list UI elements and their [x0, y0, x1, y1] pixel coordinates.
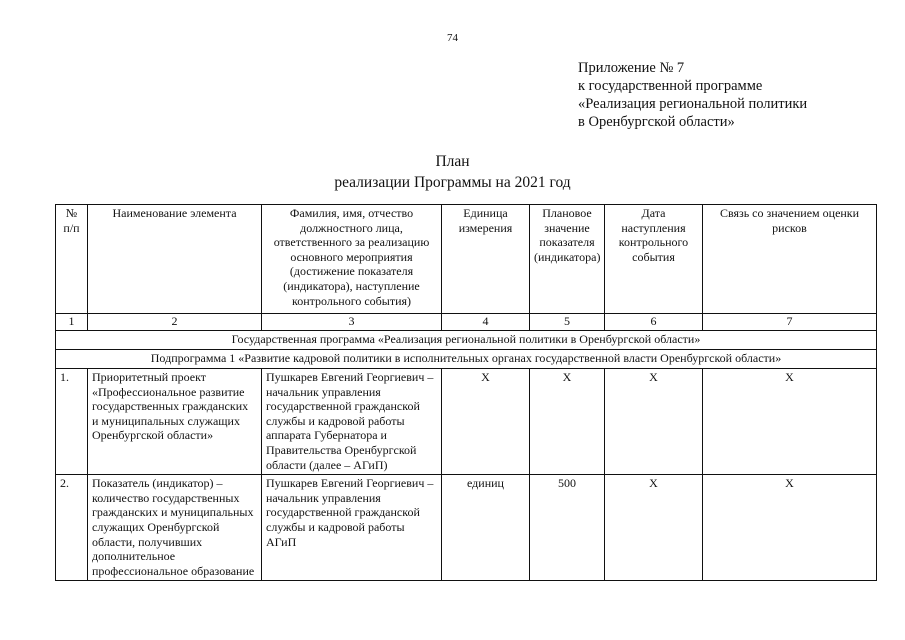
row-plan-value: 500: [530, 475, 605, 581]
plan-title-line: План: [435, 153, 470, 170]
appendix-line: Приложение № 7: [578, 60, 685, 76]
header-cell-num: № п/п: [56, 205, 88, 314]
plan-title: [0, 151, 905, 193]
section-row-subprogram: [56, 350, 877, 369]
page-number: 74: [447, 32, 458, 44]
table-row: [56, 475, 877, 581]
header-cell-responsible: Фамилия, имя, отчество должностного лица, ответственного за реализацию основного мероприятия (достижение показателя (индикатора), наступление контрольного события): [262, 205, 442, 314]
column-number: 4: [442, 314, 530, 331]
header-cell-risk: Связь со значением оценки рисков: [703, 205, 877, 314]
row-name: Показатель (индикатор) – количество государственных гражданских и муниципальных служащих Оренбургской области, получивших дополнительное профессиональное образование: [88, 475, 262, 581]
section-program-label: Государственная программа «Реализация региональной политики в Оренбургской области»: [56, 331, 877, 350]
row-unit: единиц: [442, 475, 530, 581]
table-row: [56, 369, 877, 475]
appendix-block: [578, 59, 807, 131]
section-subprogram-label: Подпрограмма 1 «Развитие кадровой политики в исполнительных органах государственной власти Оренбургской области»: [56, 350, 877, 369]
header-cell-name: Наименование элемента: [88, 205, 262, 314]
column-number: 1: [56, 314, 88, 331]
section-row-program: [56, 331, 877, 350]
header-cell-plan-value: Плановое значение показателя (индикатора): [530, 205, 605, 314]
column-number: 3: [262, 314, 442, 331]
table-header-row: [56, 205, 877, 314]
row-num: 2.: [56, 475, 88, 581]
column-number: 2: [88, 314, 262, 331]
appendix-line: «Реализация региональной политики: [578, 96, 808, 112]
row-num: 1.: [56, 369, 88, 475]
column-number: 5: [530, 314, 605, 331]
column-number: 7: [703, 314, 877, 331]
plan-title-line: реализации Программы на 2021 год: [334, 174, 571, 191]
row-date: Х: [605, 475, 703, 581]
row-responsible: Пушкарев Евгений Георгиевич – начальник управления государственной гражданской службы и кадровой работы аппарата Губернатора и Правительства Оренбургской области (далее – АГиП): [262, 369, 442, 475]
row-risk: Х: [703, 369, 877, 475]
row-risk: Х: [703, 475, 877, 581]
column-number-row: [56, 314, 877, 331]
plan-table: [55, 204, 877, 581]
header-cell-date: Дата наступления контрольного события: [605, 205, 703, 314]
row-name: Приоритетный проект «Профессиональное развитие государственных гражданских и муниципальных служащих Оренбургской области»: [88, 369, 262, 475]
row-date: Х: [605, 369, 703, 475]
column-number: 6: [605, 314, 703, 331]
row-responsible: Пушкарев Евгений Георгиевич – начальник управления государственной гражданской службы и кадровой работы АГиП: [262, 475, 442, 581]
appendix-line: в Оренбургской области»: [578, 114, 735, 130]
appendix-line: к государственной программе: [578, 78, 763, 94]
row-unit: Х: [442, 369, 530, 475]
row-plan-value: Х: [530, 369, 605, 475]
header-cell-unit: Единица измерения: [442, 205, 530, 314]
